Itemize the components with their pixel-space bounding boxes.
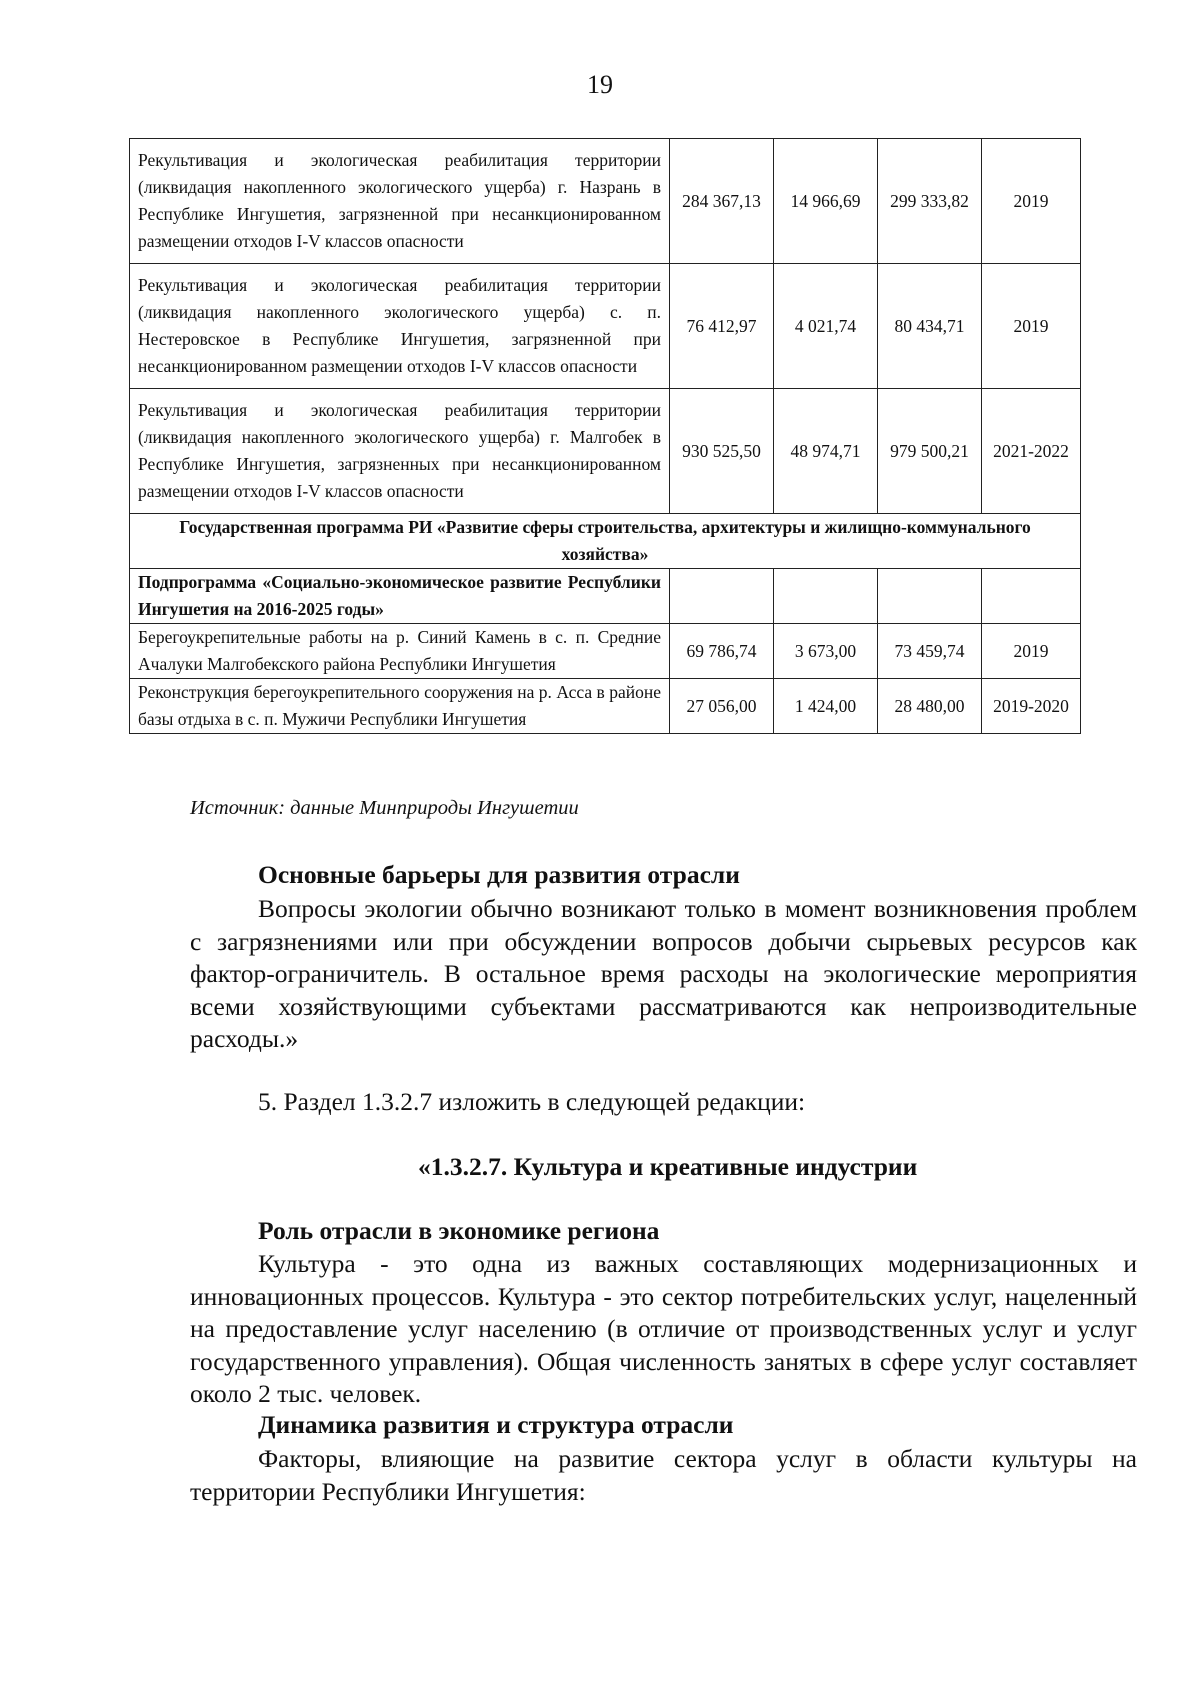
role-paragraph <box>190 1248 1137 1411</box>
regional-funds: 1 424,00 <box>774 679 878 734</box>
barriers-text: Вопросы экологии обычно возникают только в момент возникновения проблем с загрязнениями или при обсуждении вопросов добычи сырьевых ресурсов как фактор-ограничитель. В остальное время расходы на экологические мероприятия всеми хозяйствующими субъектами рассматриваются как непроизводительные расходы.» <box>190 894 1137 1053</box>
table-source-note: Источник: данные Минприроды Ингушетии <box>190 797 579 819</box>
years: 2019 <box>982 139 1081 264</box>
table-row <box>130 624 1081 679</box>
program-title: Государственная программа РИ «Развитие сферы строительства, архитектуры и жилищно-коммунального хозяйства» <box>130 514 1081 569</box>
regional-funds: 4 021,74 <box>774 264 878 389</box>
regional-funds: 14 966,69 <box>774 139 878 264</box>
table-row <box>130 264 1081 389</box>
table-row <box>130 389 1081 514</box>
project-description: Рекультивация и экологическая реабилитация территории (ликвидация накопленного экологического ущерба) г. Назрань в Республике Ингушетия, загрязненной при несанкционированном размещении отходов I-V классов опасности <box>130 139 670 264</box>
total-funds: 299 333,82 <box>878 139 982 264</box>
project-description: Рекультивация и экологическая реабилитация территории (ликвидация накопленного экологического ущерба) с. п. Нестеровское в Республике Ингушетия, загрязненной при несанкционированном размещении отходов I-V классов опасности <box>130 264 670 389</box>
total-funds: 28 480,00 <box>878 679 982 734</box>
role-text: Культура - это одна из важных составляющих модернизационных и инновационных процессов. Культура - это сектор потребительских услуг, нацеленный на предоставление услуг населению (в отличие от производственных услуг и услуг государственного управления). Общая численность занятых в сфере услуг составляет около 2 тыс. человек. <box>190 1249 1137 1408</box>
regional-funds: 48 974,71 <box>774 389 878 514</box>
project-description: Реконструкция берегоукрепительного сооружения на р. Асса в районе базы отдыха в с. п. Мужичи Республики Ингушетия <box>130 679 670 734</box>
barriers-paragraph <box>190 893 1137 1056</box>
page-number: 19 <box>587 70 613 99</box>
project-description: Рекультивация и экологическая реабилитация территории (ликвидация накопленного экологического ущерба) г. Малгобек в Республике Ингушетия, загрязненных при несанкционированном размещении отходов I-V классов опасности <box>130 389 670 514</box>
table-section-row <box>130 514 1081 569</box>
subprogram-title: Подпрограмма «Социально-экономическое развитие Республики Ингушетия на 2016-2025 годы» <box>130 569 670 624</box>
total-funds: 80 434,71 <box>878 264 982 389</box>
project-description: Берегоукрепительные работы на р. Синий Камень в с. п. Средние Ачалуки Малгобекского района Республики Ингушетия <box>130 624 670 679</box>
dynamics-paragraph <box>190 1443 1137 1508</box>
section-heading: «1.3.2.7. Культура и креативные индустрии <box>418 1152 918 1181</box>
total-funds: 73 459,74 <box>878 624 982 679</box>
federal-funds: 69 786,74 <box>670 624 774 679</box>
empty-cell <box>982 569 1081 624</box>
table-row <box>130 679 1081 734</box>
table-subprogram-row <box>130 569 1081 624</box>
federal-funds: 930 525,50 <box>670 389 774 514</box>
federal-funds: 284 367,13 <box>670 139 774 264</box>
section-5-instruction: 5. Раздел 1.3.2.7 изложить в следующей редакции: <box>258 1087 806 1116</box>
table-row <box>130 139 1081 264</box>
years: 2021-2022 <box>982 389 1081 514</box>
dynamics-text: Факторы, влияющие на развитие сектора услуг в области культуры на территории Республики Ингушетия: <box>190 1444 1137 1506</box>
empty-cell <box>774 569 878 624</box>
empty-cell <box>670 569 774 624</box>
role-heading: Роль отрасли в экономике региона <box>258 1216 660 1245</box>
years: 2019 <box>982 264 1081 389</box>
barriers-heading: Основные барьеры для развития отрасли <box>258 860 740 889</box>
total-funds: 979 500,21 <box>878 389 982 514</box>
years: 2019-2020 <box>982 679 1081 734</box>
federal-funds: 76 412,97 <box>670 264 774 389</box>
federal-funds: 27 056,00 <box>670 679 774 734</box>
dynamics-heading: Динамика развития и структура отрасли <box>258 1410 734 1439</box>
empty-cell <box>878 569 982 624</box>
regional-funds: 3 673,00 <box>774 624 878 679</box>
funding-table <box>129 138 1081 734</box>
years: 2019 <box>982 624 1081 679</box>
